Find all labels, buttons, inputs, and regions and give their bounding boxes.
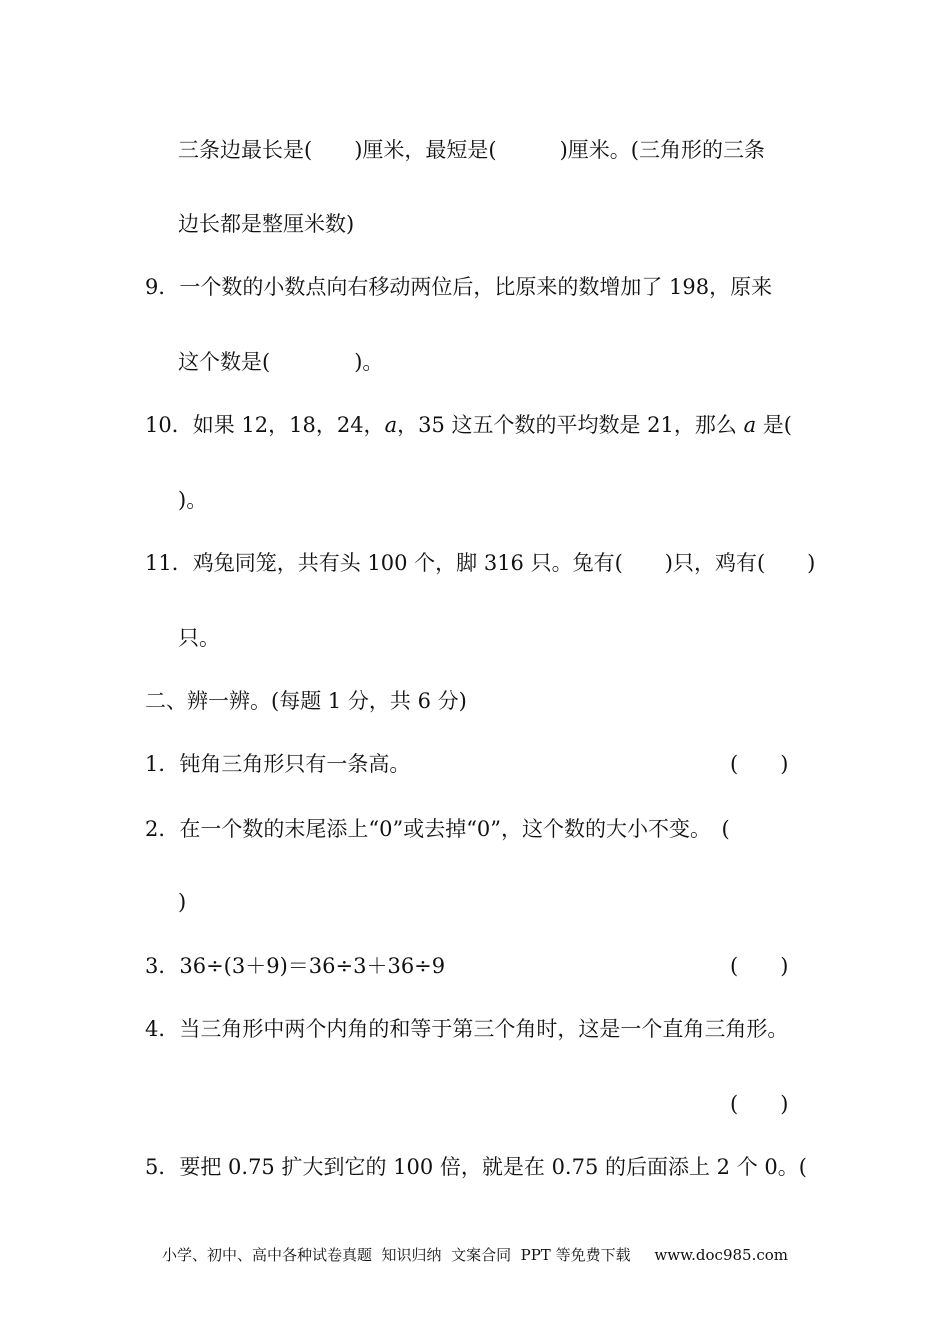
- judge-1-text: 1．钝角三角形只有一条高。: [145, 752, 411, 776]
- question-10-text-b: ，35 这五个数的平均数是 21，那么: [397, 413, 744, 437]
- question-10-variable-a: a: [384, 413, 398, 437]
- question-8-line-2: 边长都是整厘米数): [178, 212, 355, 236]
- section-2-heading: 二、辨一辨。(每题 1 分，共 6 分): [145, 689, 467, 713]
- judge-4-answer-paren: ( ): [730, 1092, 789, 1116]
- question-8-line-1: 三条边最长是( )厘米，最短是( )厘米。(三角形的三条: [178, 138, 765, 162]
- question-11-line-2: 只。: [178, 626, 220, 650]
- question-10-text-a: 10．如果 12，18，24，: [145, 413, 385, 437]
- question-9-line-2: 这个数是( )。: [178, 350, 384, 374]
- judge-3-text: 3．36÷(3＋9)＝36÷3＋36÷9: [145, 954, 446, 978]
- question-10-line-2: )。: [178, 488, 208, 512]
- judge-2-line-2: ): [178, 890, 187, 914]
- question-9-line-1: 9．一个数的小数点向右移动两位后，比原来的数增加了 198，原来: [145, 275, 773, 299]
- question-10-text-c: 是(: [756, 413, 792, 437]
- page-footer: 小学、初中、高中各种试卷真题 知识归纳 文案合同 PPT 等免费下载 www.doc985.com: [162, 1246, 789, 1264]
- question-10-line-1: [145, 411, 792, 439]
- judge-5-text: 5．要把 0.75 扩大到它的 100 倍，就是在 0.75 的后面添上 2 个 0。(: [145, 1155, 807, 1179]
- judge-2-text: 2．在一个数的末尾添上“0”或去掉“0”，这个数的大小不变。 (: [145, 817, 730, 841]
- judge-1-answer-paren: ( ): [730, 752, 789, 776]
- judge-3-answer-paren: ( ): [730, 954, 789, 978]
- judge-4-text: 4．当三角形中两个内角的和等于第三个角时，这是一个直角三角形。: [145, 1017, 789, 1041]
- question-10-variable-a-2: a: [743, 413, 757, 437]
- question-11-line-1: 11．鸡兔同笼，共有头 100 个，脚 316 只。兔有( )只，鸡有( ): [145, 551, 816, 575]
